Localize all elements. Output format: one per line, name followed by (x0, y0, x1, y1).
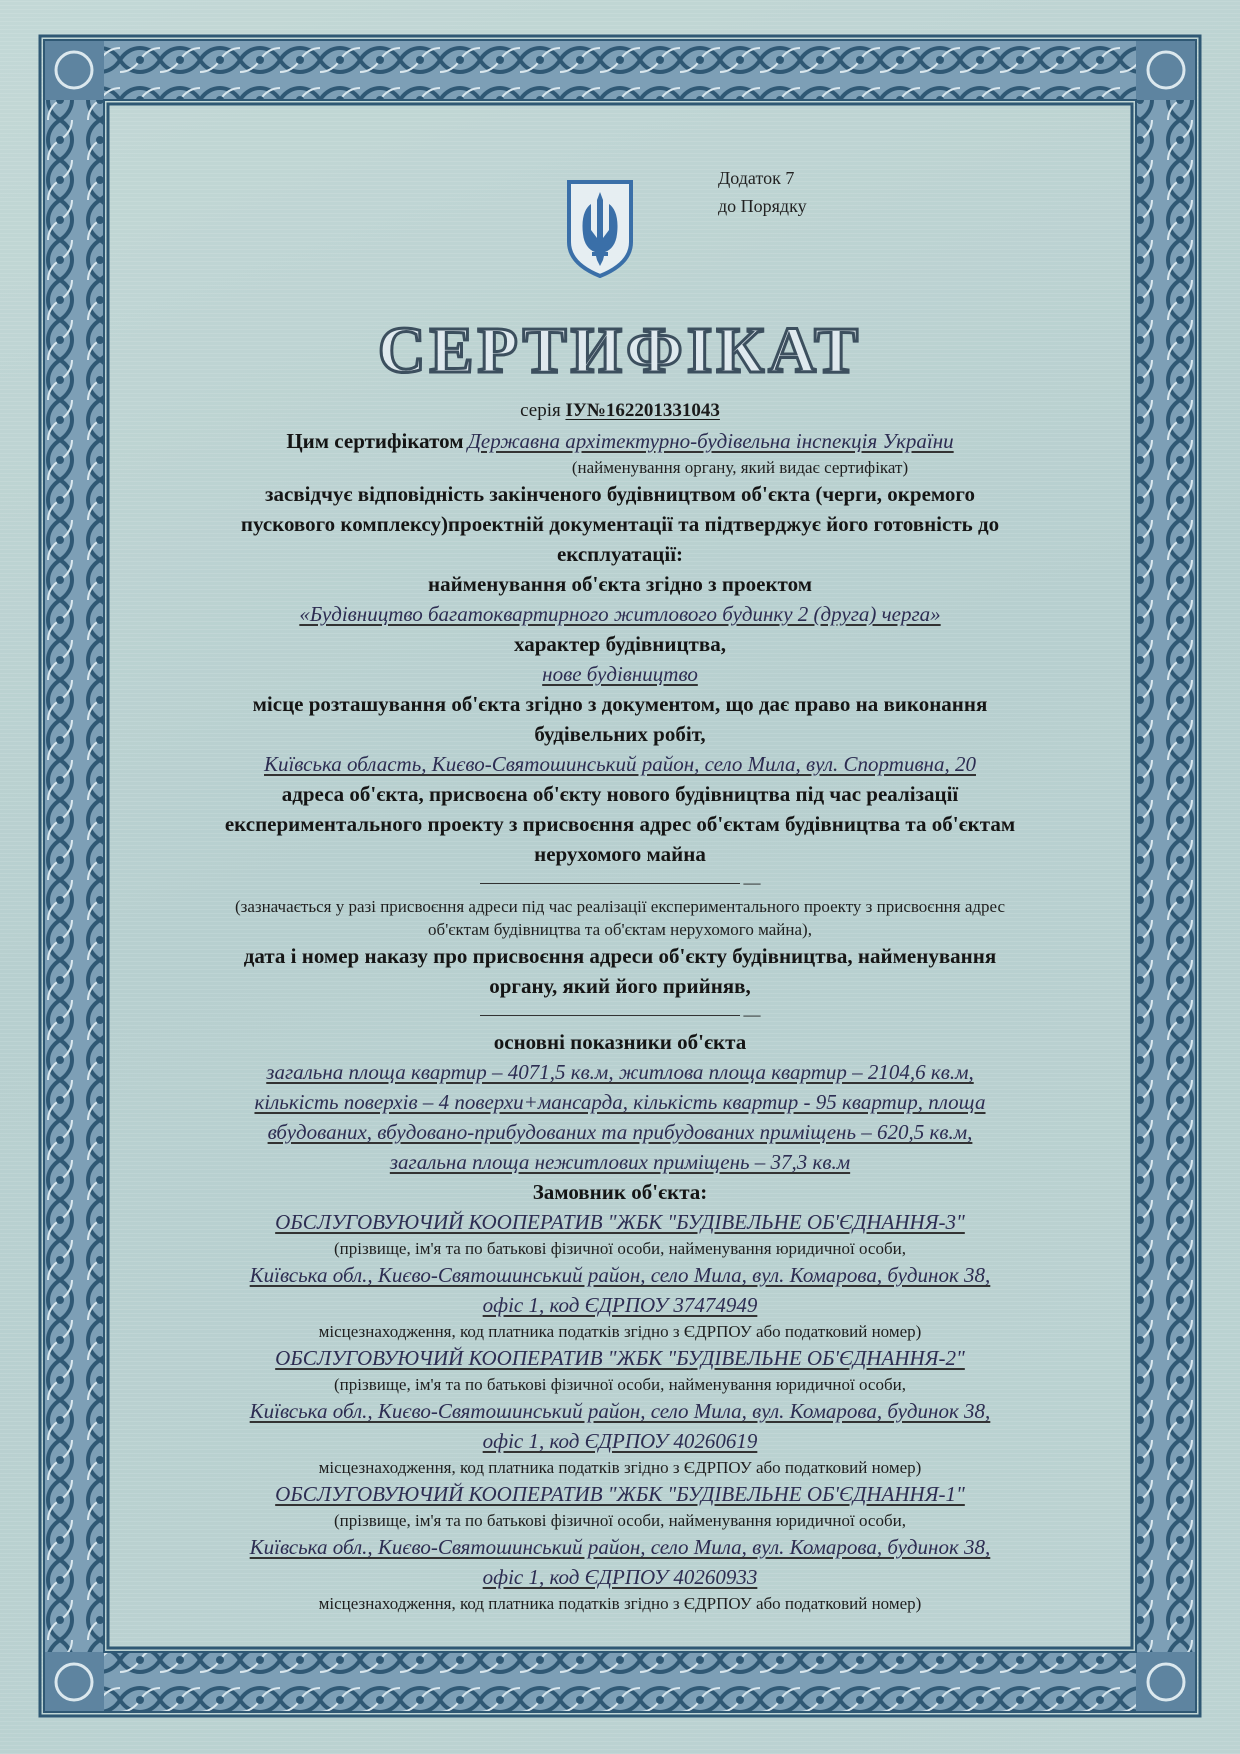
object-name-value: «Будівництво багатоквартирного житлового будинку 2 (друга) черга» (299, 602, 941, 626)
customer-address-2: офіс 1, код ЄДРПОУ 37474949 (482, 1293, 758, 1317)
customer-address-caption: місцезнаходження, код платника податків згідно з ЄДРПОУ або податковий номер) (318, 1594, 922, 1613)
address-value-line (140, 869, 1100, 895)
customer-entry-1 (140, 1207, 1100, 1343)
certificate-body (140, 396, 1100, 1615)
indicators-line-4: загальна площа нежитлових приміщень – 37,3 кв.м (389, 1150, 851, 1174)
customer-name: ОБСЛУГОВУЮЧИЙ КООПЕРАТИВ "ЖБК "БУДІВЕЛЬНЕ ОБ'ЄДНАННЯ-3" (275, 1210, 965, 1234)
customer-address-1: Київська обл., Києво-Святошинський район, село Мила, вул. Комарова, будинок 38, (249, 1263, 991, 1287)
annex-note (718, 164, 807, 220)
issuer-line (140, 426, 1100, 456)
address-caption-1: (зазначається у разі присвоєння адреси під час реалізації експериментального проекту з присвоєння адрес (234, 897, 1006, 916)
certificate-title (320, 310, 920, 390)
address-label-1: адреса об'єкта, присвоєна об'єкту нового будівництва під час реалізації (281, 782, 959, 806)
indicators-label: основні показники об'єкта (493, 1030, 747, 1054)
issuer-caption: (найменування органу, який видає сертифікат) (571, 458, 909, 477)
location-label-2: будівельних робіт, (534, 722, 706, 746)
order-label-1: дата і номер наказу про присвоєння адреси об'єкту будівництва, найменування (243, 944, 997, 968)
series-label: серія (520, 400, 561, 421)
order-value-line (140, 1001, 1100, 1027)
construction-type-label: характер будівництва, (514, 632, 726, 656)
order-label-2: органу, який його прийняв, (489, 974, 751, 998)
certifies-line-2: пускового комплексу)проектній документації та підтверджує його готовність до (240, 512, 1000, 536)
indicators-line-3: вбудованих, вбудовано-прибудованих та прибудованих приміщень – 620,5 кв.м, (267, 1120, 973, 1144)
location-label-1: місце розташування об'єкта згідно з документом, що дає право на виконання (252, 692, 988, 716)
customer-name-caption: (прізвище, ім'я та по батькові фізичної особи, найменування юридичної особи, (334, 1239, 906, 1258)
customer-address-caption: місцезнаходження, код платника податків згідно з ЄДРПОУ або податковий номер) (318, 1322, 922, 1341)
construction-type-value: нове будівництво (542, 662, 698, 686)
customer-name: ОБСЛУГОВУЮЧИЙ КООПЕРАТИВ "ЖБК "БУДІВЕЛЬНЕ ОБ'ЄДНАННЯ-1" (275, 1482, 965, 1506)
customer-address-2: офіс 1, код ЄДРПОУ 40260619 (482, 1429, 758, 1453)
issuer-name: Державна архітектурно-будівельна інспекція України (467, 429, 954, 453)
customer-address-caption: місцезнаходження, код платника податків згідно з ЄДРПОУ або податковий номер) (318, 1458, 922, 1477)
annex-line-1: Додаток 7 (718, 168, 795, 188)
address-value: — (743, 873, 761, 892)
object-name-label: найменування об'єкта згідно з проектом (427, 572, 813, 596)
series-number: ІУ№162201331043 (565, 400, 720, 421)
customer-entry-2 (140, 1343, 1100, 1479)
indicators-line-1: загальна площа квартир – 4071,5 кв.м, житлова площа квартир – 2104,6 кв.м, (266, 1060, 974, 1084)
customer-label: Замовник об'єкта: (532, 1180, 708, 1204)
coat-of-arms-icon (565, 178, 635, 278)
customer-address-1: Київська обл., Києво-Святошинський район, село Мила, вул. Комарова, будинок 38, (249, 1399, 991, 1423)
issuer-lead: Цим сертифікатом (286, 429, 464, 453)
order-value: — (743, 1005, 761, 1024)
title-text: СЕРТИФІКАТ (377, 314, 863, 387)
customer-entry-3 (140, 1479, 1100, 1615)
address-blank (480, 869, 740, 884)
address-label-2: експериментального проекту з присвоєння адрес об'єктам будівництва та об'єктам (224, 812, 1016, 836)
annex-line-2: до Порядку (718, 196, 807, 216)
customer-name-caption: (прізвище, ім'я та по батькові фізичної особи, найменування юридичної особи, (334, 1511, 906, 1530)
order-blank (480, 1001, 740, 1016)
indicators-line-2: кількість поверхів – 4 поверхи+мансарда, кількість квартир - 95 квартир, площа (254, 1090, 986, 1114)
certifies-line-1: засвідчує відповідність закінченого будівництвом об'єкта (черги, окремого (265, 482, 975, 506)
customer-name: ОБСЛУГОВУЮЧИЙ КООПЕРАТИВ "ЖБК "БУДІВЕЛЬНЕ ОБ'ЄДНАННЯ-2" (275, 1346, 965, 1370)
address-caption-2: об'єктам будівництва та об'єктам нерухомого майна), (428, 920, 812, 939)
customer-address-2: офіс 1, код ЄДРПОУ 40260933 (482, 1565, 758, 1589)
series-line (140, 396, 1100, 426)
address-label-3: нерухомого майна (534, 842, 706, 866)
customer-address-1: Київська обл., Києво-Святошинський район, село Мила, вул. Комарова, будинок 38, (249, 1535, 991, 1559)
certifies-line-3: експлуатації: (556, 542, 684, 566)
customer-name-caption: (прізвище, ім'я та по батькові фізичної особи, найменування юридичної особи, (334, 1375, 906, 1394)
location-value: Київська область, Києво-Святошинський район, село Мила, вул. Спортивна, 20 (264, 752, 976, 776)
